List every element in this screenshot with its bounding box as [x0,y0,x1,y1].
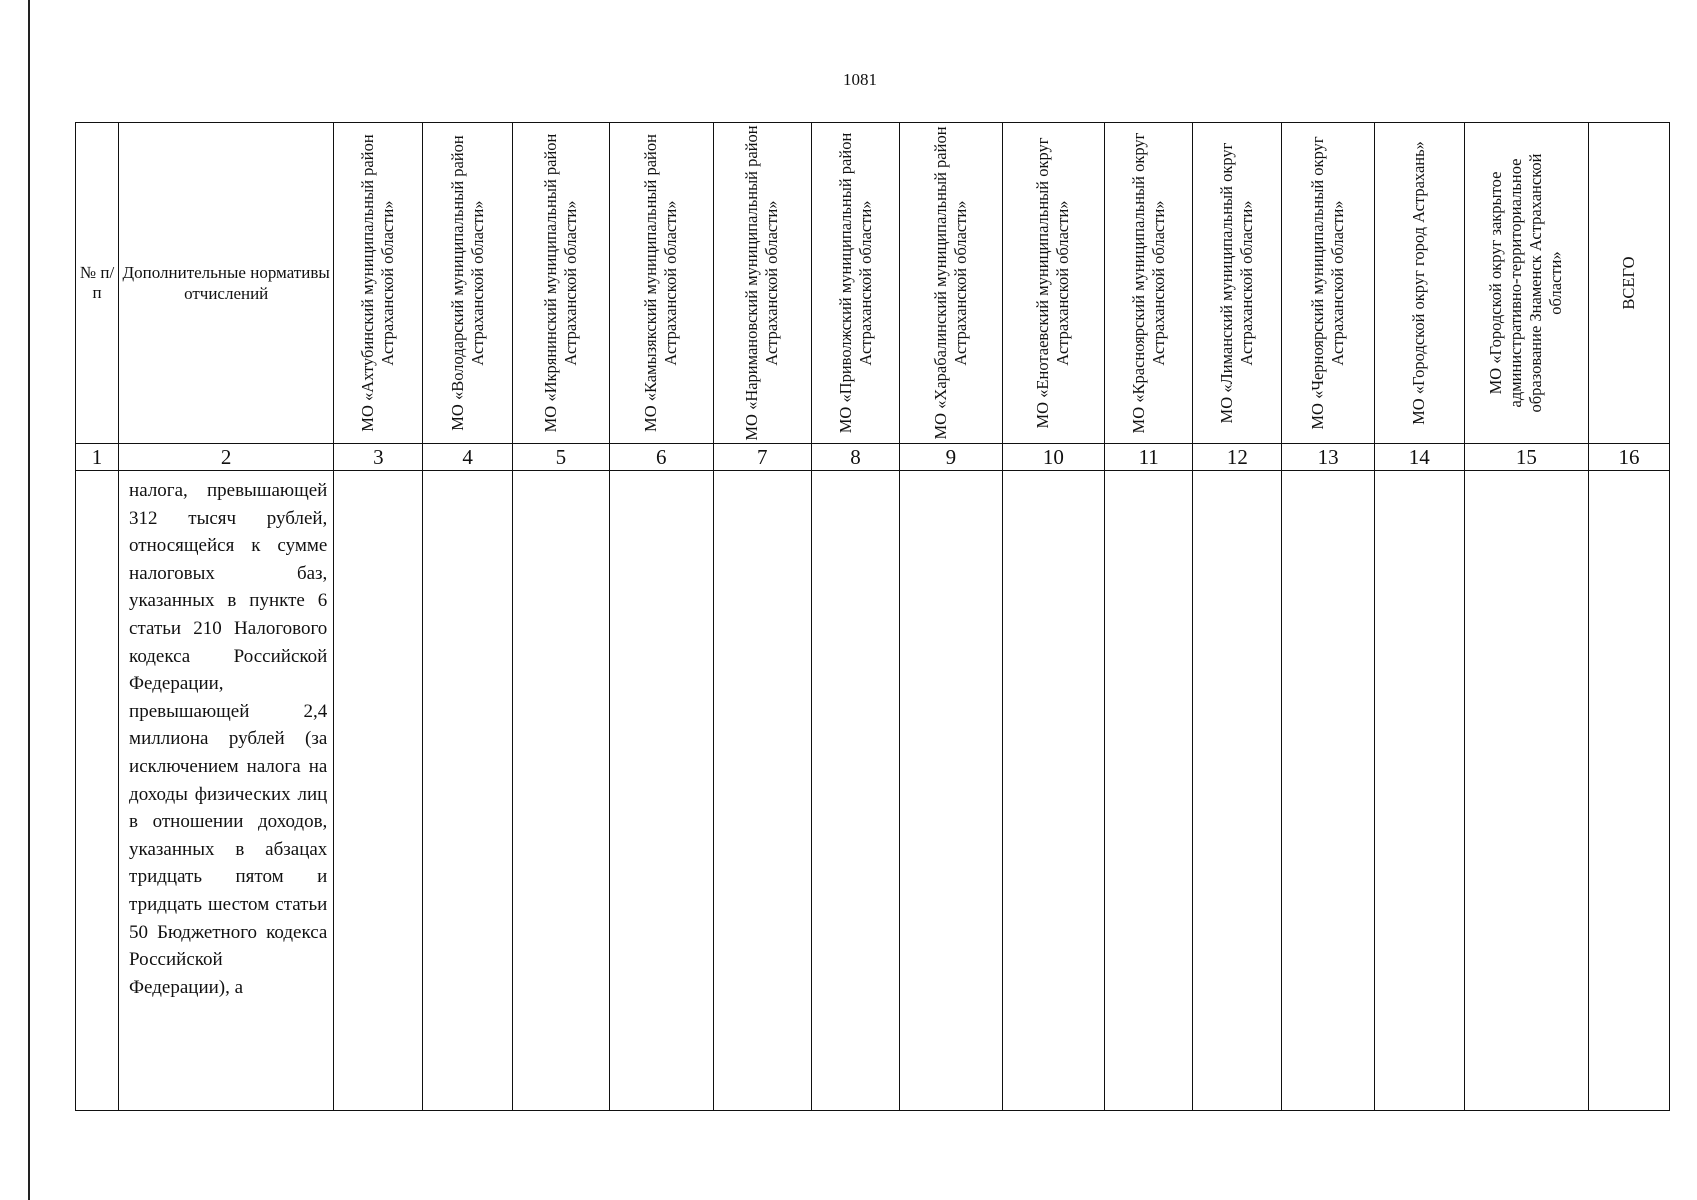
value-cell [811,471,899,1111]
value-cell [1588,471,1669,1111]
column-index: 10 [1002,444,1105,471]
row-description-cell [119,471,334,1111]
header-municipality-cell [1193,123,1282,444]
row-description-text: налога, превышающей 312 тысяч рублей, относящейся к сумме налоговых баз, указанных в пункте 6 статьи 210 Налогового кодекса Российской Федерации, превышающей 2,4 миллиона рублей (за исключением налога на доходы физических лиц в отношении доходов, указанных в абзацах тридцать пятом и тридцать шестом статьи 50 Бюджетного кодекса Российской Федерации), а [129,480,328,998]
normatives-table [75,122,1670,1111]
column-index: 14 [1374,444,1464,471]
column-index: 2 [119,444,334,471]
header-municipality-cell [713,123,811,444]
header-municipality-cell [1002,123,1105,444]
column-index: 15 [1464,444,1588,471]
column-index: 11 [1105,444,1193,471]
value-cell [423,471,512,1111]
municipality-label: МО «Харабалинский муниципальный район Астраханской области» [930,126,970,440]
header-municipality-cell [1105,123,1193,444]
municipality-label: МО «Лиманский муниципальный округ Астраханской области» [1217,142,1257,424]
header-description-cell [119,123,334,444]
header-row [76,123,1670,444]
header-number-label: № п/п [79,263,115,302]
municipality-label: МО «Городской округ город Астрахань» [1409,141,1429,425]
value-cell [610,471,714,1111]
value-cell [334,471,423,1111]
page-margin-line [28,0,30,1200]
header-municipality-cell [512,123,609,444]
column-index: 13 [1282,444,1374,471]
municipality-label: МО «Икрянинский муниципальный район Астраханской области» [540,133,580,433]
municipality-label: МО «Приволжский муниципальный район Астраханской области» [835,132,875,434]
header-municipality-cell [610,123,714,444]
value-cell [1374,471,1464,1111]
value-cell [900,471,1003,1111]
value-cell [1002,471,1105,1111]
total-label: ВСЕГО [1618,256,1638,310]
column-index: 4 [423,444,512,471]
column-index: 5 [512,444,609,471]
value-cell [1193,471,1282,1111]
column-index: 6 [610,444,714,471]
municipality-label: МО «Енотаевский муниципальный округ Астраханской области» [1033,137,1073,429]
value-cell [1464,471,1588,1111]
header-description-label: Дополнительные нормативы отчислений [122,263,330,303]
header-municipality-cell [1464,123,1588,444]
header-municipality-cell [900,123,1003,444]
row-number-cell [76,471,119,1111]
column-index: 3 [334,444,423,471]
header-municipality-cell [1282,123,1374,444]
column-index: 9 [900,444,1003,471]
municipality-label: МО «Городской округ закрытое административно-территориальное образование Знаменск Астраханской области» [1486,153,1566,413]
value-cell [512,471,609,1111]
column-index: 12 [1193,444,1282,471]
municipality-label: МО «Черноярский муниципальный округ Астраханской области» [1308,136,1348,430]
header-municipality-cell [811,123,899,444]
header-municipality-cell [334,123,423,444]
municipality-label: МО «Красноярский муниципальный округ Астраханской области» [1128,132,1168,434]
municipality-label: МО «Камызякский муниципальный район Астраханской области» [641,134,681,432]
value-cell [1282,471,1374,1111]
column-index: 7 [713,444,811,471]
municipality-label: МО «Володарский муниципальный район Астраханской области» [447,135,487,431]
column-index-row [76,444,1670,471]
column-index: 8 [811,444,899,471]
value-cell [713,471,811,1111]
header-municipality-cell [1374,123,1464,444]
column-index: 16 [1588,444,1669,471]
header-total-cell [1588,123,1669,444]
header-number-cell [76,123,119,444]
municipality-label: МО «Ахтубинский муниципальный район Астраханской области» [358,134,398,432]
header-municipality-cell [423,123,512,444]
column-index: 1 [76,444,119,471]
municipality-label: МО «Наримановский муниципальный район Астраханской области» [742,125,782,441]
page-number: 1081 [843,70,877,89]
table-row [76,471,1670,1111]
value-cell [1105,471,1193,1111]
